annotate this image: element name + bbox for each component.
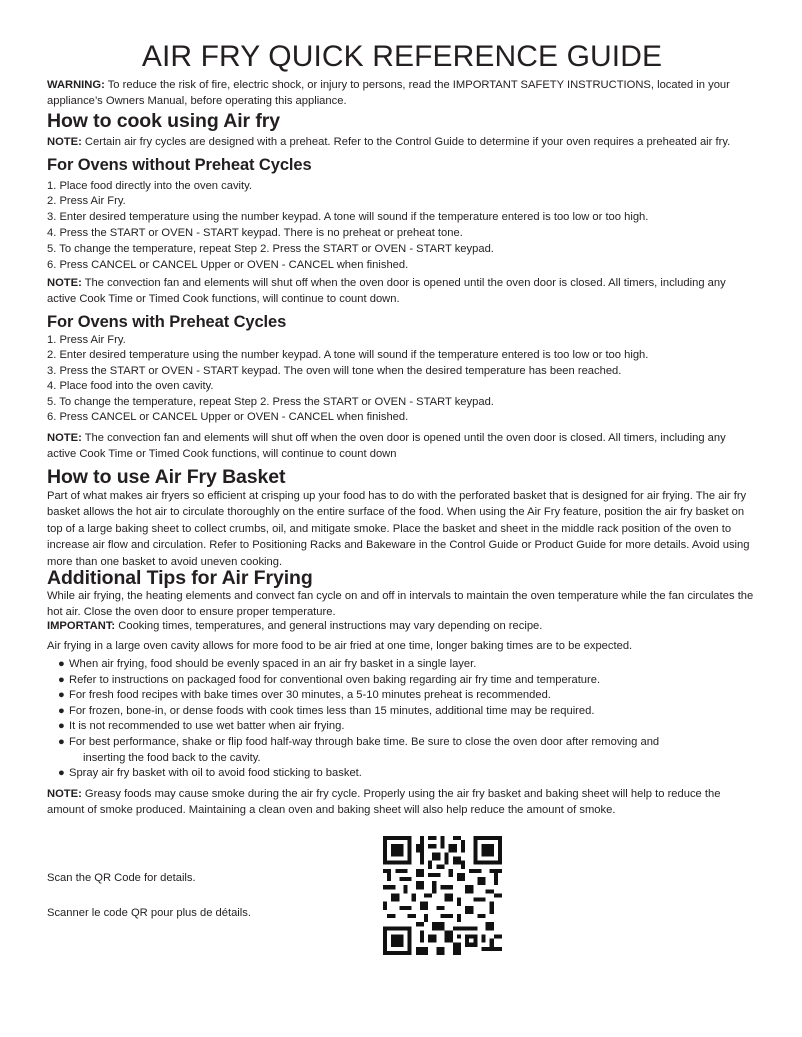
note-text: Certain air fry cycles are designed with a preheat. Refer to the Control Guide to determine if your oven requires a preheated air fry. bbox=[81, 136, 731, 148]
step-item: 3. Enter desired temperature using the number keypad. A tone will sound if the temperature entered is too low or too high. bbox=[47, 211, 649, 224]
bullet-icon: ● bbox=[58, 658, 65, 670]
warning-label: WARNING: bbox=[47, 79, 105, 91]
important-text: Cooking times, temperatures, and general instructions may vary depending on recipe. bbox=[115, 620, 543, 632]
note-label: NOTE: bbox=[47, 136, 82, 148]
note-label: NOTE: bbox=[47, 432, 82, 444]
step-item: 5. To change the temperature, repeat Step 2. Press the START or OVEN - START keypad. bbox=[47, 243, 494, 256]
step-item: 6. Press CANCEL or CANCEL Upper or OVEN - CANCEL when finished. bbox=[47, 259, 409, 272]
note-label: NOTE: bbox=[47, 788, 82, 800]
warning-paragraph bbox=[47, 77, 757, 110]
step-item: 6. Press CANCEL or CANCEL Upper or OVEN - CANCEL when finished. bbox=[47, 411, 409, 424]
tip-item: ● Refer to instructions on packaged food for conventional oven baking regarding air fry time and temperature. bbox=[58, 673, 768, 689]
bullet-icon: ● bbox=[58, 704, 65, 717]
step-item: 1. Place food directly into the oven cavity. bbox=[47, 180, 253, 192]
page-title: AIR FRY QUICK REFERENCE GUIDE bbox=[141, 40, 663, 73]
tips-intro: While air frying, the heating elements and convect fan cycle on and off in intervals to maintain the oven temperature while the fan circulates the hot air. Close the oven door to ensure proper temperature. bbox=[47, 590, 754, 619]
bullet-icon: ● bbox=[58, 735, 65, 748]
section-heading-without-preheat: For Ovens without Preheat Cycles bbox=[47, 156, 312, 174]
without-preheat-steps bbox=[47, 179, 757, 273]
without-preheat-note bbox=[47, 275, 757, 308]
important-label: IMPORTANT: bbox=[47, 620, 116, 632]
note-text: Greasy foods may cause smoke during the air fry cycle. Properly using the air fry basket and baking sheet will help to reduce the amount of smoke produced. Maintaining a clean oven and baking sheet will also help reduce the amount of smoke. bbox=[47, 788, 721, 817]
step-item: 5. To change the temperature, repeat Step 2. Press the START or OVEN - START keypad. bbox=[47, 395, 494, 408]
step-item: 1. Press Air Fry. bbox=[47, 334, 126, 346]
step-item: 2. Press Air Fry. bbox=[47, 195, 126, 208]
note-label: NOTE: bbox=[47, 277, 82, 289]
note-text: The convection fan and elements will shut off when the oven door is opened until the oven door is closed. All timers, including any active Cook Time or Timed Cook functions, will continue to count down. bbox=[47, 277, 726, 306]
with-preheat-steps bbox=[47, 333, 757, 425]
section-heading-with-preheat: For Ovens with Preheat Cycles bbox=[47, 313, 287, 331]
tip-item: ● For best performance, shake or flip food half-way through bake time. Be sure to close the oven door after removing and inserting the food back to the cavity. bbox=[58, 735, 660, 764]
tips-note bbox=[47, 786, 757, 819]
with-preheat-note bbox=[47, 430, 757, 463]
important-paragraph bbox=[47, 618, 757, 634]
warning-text: To reduce the risk of fire, electric shock, or injury to persons, read the IMPORTANT SAFETY INSTRUCTIONS, located in your appliance’s Owners Manual, before operating this appliance. bbox=[47, 79, 730, 108]
qr-label-french: Scanner le code QR pour plus de détails. bbox=[47, 907, 251, 919]
note-text: The convection fan and elements will shut off when the oven door is opened until the oven door is closed. All timers, including any active Cook Time or Timed Cook functions, will continue to count down bbox=[47, 432, 726, 461]
step-item: 3. Press the START or OVEN - START keypad. The oven will tone when the desired temperature has been reached. bbox=[47, 364, 622, 377]
how-to-cook-note bbox=[47, 134, 757, 150]
basket-paragraph: Part of what makes air fryers so efficient at crisping up your food has to do with the perforated basket that is designed for air frying. The air fry basket allows the hot air to circulate thoroughly on the entire surface of the food. When using the Air Fry feature, position the air fry basket on top of a large baking sheet to collect crumbs, oil, and mitigate smoke. Place the basket and sheet in the middle rack position of the oven to increase air flow and circulation. Refer to Positioning Racks and Bakeware in the Control Guide or Product Guide for more details. Avoid using more than one basket to avoid uneven cooking. bbox=[47, 490, 750, 568]
bullet-icon: ● bbox=[58, 689, 65, 702]
tip-item: ● Spray air fry basket with oil to avoid food sticking to basket. bbox=[58, 766, 768, 782]
section-heading-basket: How to use Air Fry Basket bbox=[47, 466, 286, 488]
large-cavity-paragraph: Air frying in a large oven cavity allows for more food to be air fried at one time, longer baking times are to be expected. bbox=[47, 640, 633, 652]
tips-list bbox=[47, 657, 768, 782]
bullet-icon: ● bbox=[58, 767, 65, 780]
qr-code-icon[interactable] bbox=[383, 836, 502, 955]
qr-label-english: Scan the QR Code for details. bbox=[47, 872, 196, 884]
step-item: 2. Enter desired temperature using the number keypad. A tone will sound if the temperature entered is too low or too high. bbox=[47, 349, 649, 362]
tip-item: ● For fresh food recipes with bake times over 30 minutes, a 5-10 minutes preheat is recommended. bbox=[58, 688, 768, 704]
bullet-icon: ● bbox=[58, 673, 65, 686]
tip-item: ● For frozen, bone-in, or dense foods with cook times less than 15 minutes, additional time may be required. bbox=[58, 704, 768, 720]
section-heading-tips: Additional Tips for Air Frying bbox=[47, 567, 313, 589]
step-item: 4. Place food into the oven cavity. bbox=[47, 380, 214, 393]
step-item: 4. Press the START or OVEN - START keypad. There is no preheat or preheat tone. bbox=[47, 227, 463, 240]
tip-item: ● It is not recommended to use wet batter when air frying. bbox=[58, 719, 768, 735]
section-heading-how-to-cook: How to cook using Air fry bbox=[47, 110, 280, 132]
tip-item: ● When air frying, food should be evenly spaced in an air fry basket in a single layer. bbox=[58, 657, 768, 673]
bullet-icon: ● bbox=[58, 720, 65, 733]
